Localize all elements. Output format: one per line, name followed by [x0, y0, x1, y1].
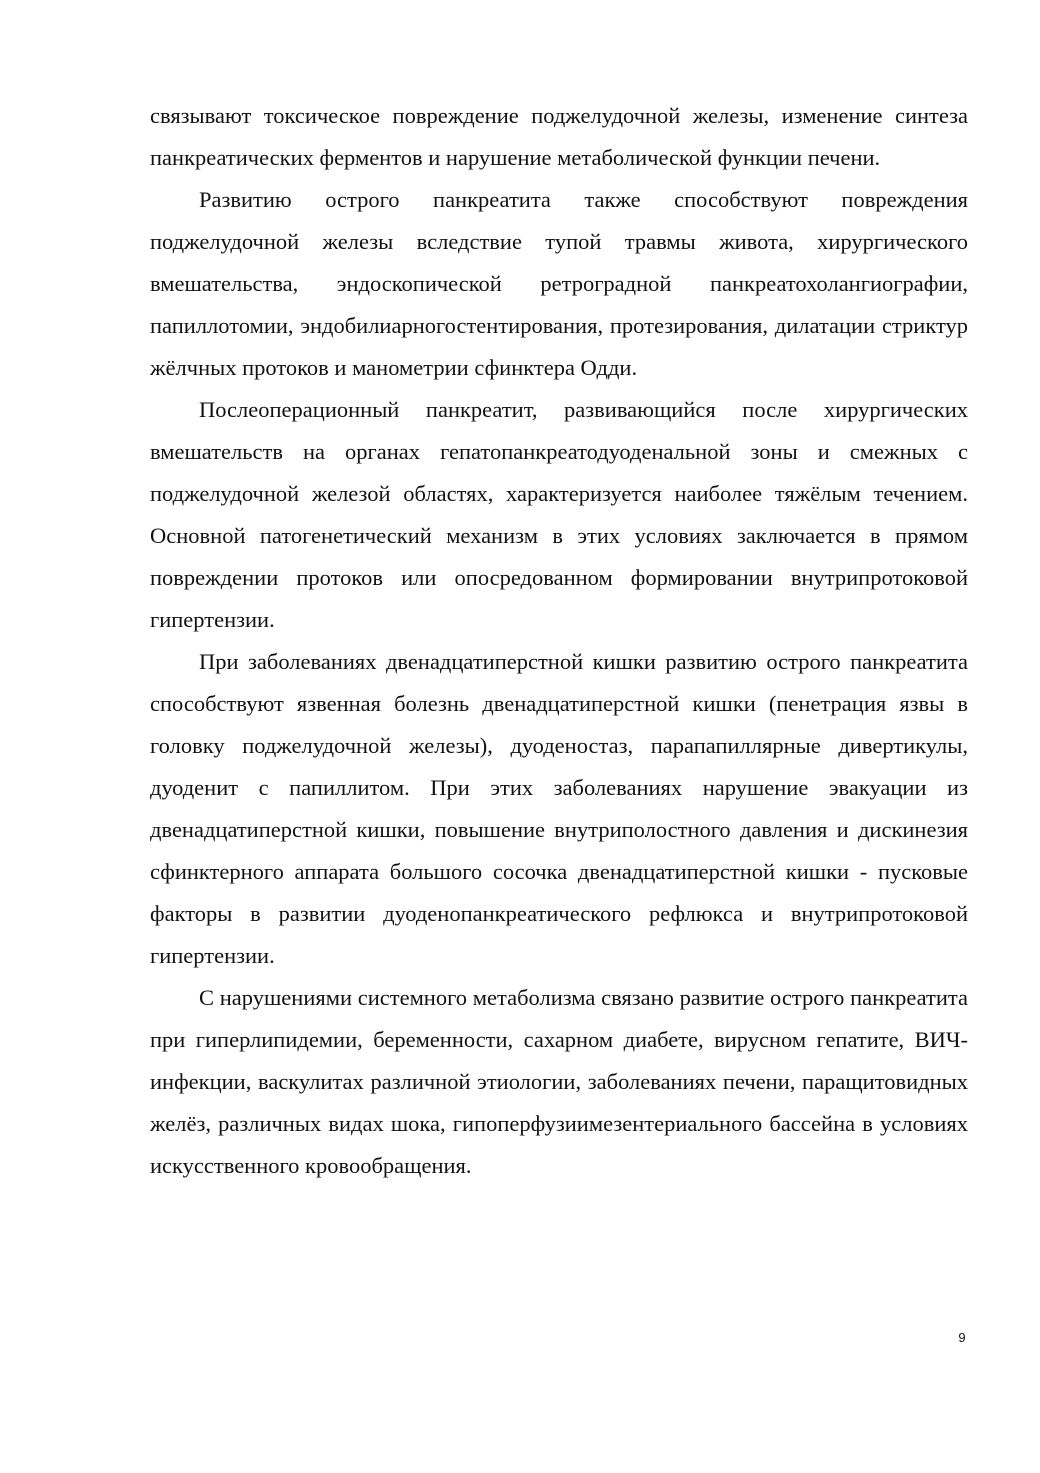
paragraph-3: Послеоперационный панкреатит, развивающийся после хирургических вмешательств на органах гепатопанкреатодуоденальной зоны и смежных с поджелудочной железой областях, характеризуется наиболее тяжёлым течением. Основной патогенетический механизм в этих условиях заключается в прямом повреждении протоков или опосредованном формировании внутрипротоковой гипертензии.	[150, 397, 968, 632]
text-body	[150, 95, 968, 1187]
paragraph-5: С нарушениями системного метаболизма связано развитие острого панкреатита при гиперлипидемии, беременности, сахарном диабете, вирусном гепатите, ВИЧ-инфекции, васкулитах различной этиологии, заболеваниях печени, паращитовидных желёз, различных видах шока, гипоперфузиимезентериального бассейна в условиях искусственного кровообращения.	[150, 985, 968, 1178]
paragraph-2: Развитию острого панкреатита также способствуют повреждения поджелудочной железы вследствие тупой травмы живота, хирургического вмешательства, эндоскопической ретроградной панкреатохолангиографии, папиллотомии, эндобилиарногостентирования, протезирования, дилатации стриктур жёлчных протоков и манометрии сфинктера Одди.	[150, 187, 968, 380]
page-number: 9	[958, 1330, 966, 1345]
paragraph-4: При заболеваниях двенадцатиперстной кишки развитию острого панкреатита способствуют язвенная болезнь двенадцатиперстной кишки (пенетрация язвы в головку поджелудочной железы), дуоденостаз, парапапиллярные дивертикулы, дуоденит с папиллитом. При этих заболеваниях нарушение эвакуации из двенадцатиперстной кишки, повышение внутриполостного давления и дискинезия сфинктерного аппарата большого сосочка двенадцатиперстной кишки - пусковые факторы в развитии дуоденопанкреатического рефлюкса и внутрипротоковой гипертензии.	[150, 649, 968, 968]
paragraph-1: связывают токсическое повреждение поджелудочной железы, изменение синтеза панкреатических ферментов и нарушение метаболической функции печени.	[150, 103, 968, 170]
